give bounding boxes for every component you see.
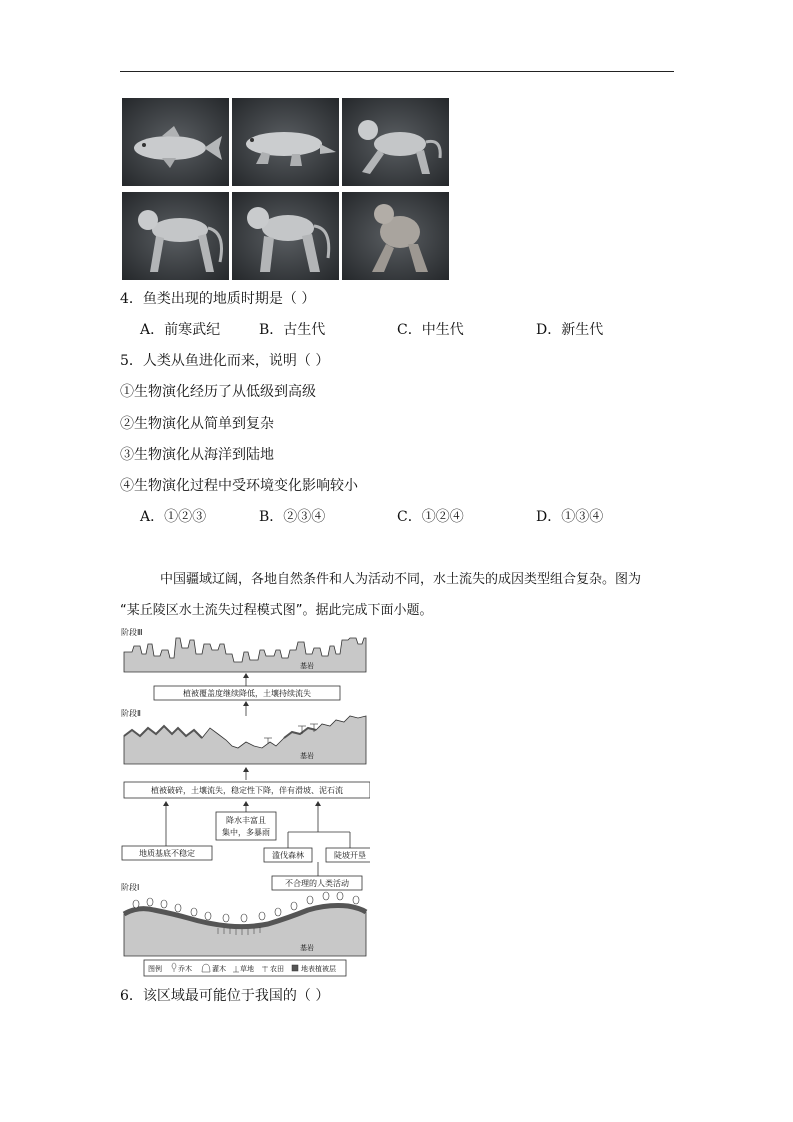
legend-tree: 乔木	[178, 965, 192, 973]
q4-option-b[interactable]: B．古生代	[259, 322, 326, 338]
monkey-photo	[122, 192, 229, 280]
legend-farmland: 农田	[270, 965, 284, 973]
box-vegetation-fragmented-text: 植被破碎，土壤流失，稳定性下降，伴有滑坡、泥石流	[151, 786, 343, 795]
stage-1-label: 阶段Ⅰ	[121, 883, 140, 892]
stage-3-terrain	[124, 638, 366, 672]
legend-shrub-icon	[202, 964, 210, 972]
q4-option-d[interactable]: D．新生代	[536, 322, 604, 338]
legend-shrub: 灌木	[212, 965, 226, 973]
q5-option-d[interactable]: D．①③④	[536, 509, 604, 525]
hominid-photo	[342, 192, 449, 280]
box-unstable-geology-text: 地质基底不稳定	[139, 849, 195, 858]
question-6-stem: 6．该区域最可能位于我国的（ ）	[120, 988, 330, 1004]
q5-statement-2: ②生物演化从简单到复杂	[120, 416, 274, 432]
soil-erosion-diagram	[118, 624, 370, 980]
box-deforestation-text: 滥伐森林	[272, 851, 304, 860]
lobe-fin-photo	[232, 98, 339, 186]
stage-2-label: 阶段Ⅱ	[121, 709, 141, 718]
header-rule	[120, 71, 674, 72]
box-steep-slope-text: 陡坡开垦	[334, 851, 366, 860]
q4-option-a[interactable]: A．前寒武纪	[140, 322, 221, 338]
box-human-activity-text: 不合理的人类活动	[285, 879, 349, 888]
stage-1-bedrock-label: 基岩	[300, 944, 314, 952]
box-vegetation-decline-text: 植被覆盖度继续降低，土壤持续流失	[183, 689, 311, 698]
stage-2-bedrock-label: 基岩	[300, 752, 314, 760]
fish-photo	[122, 98, 229, 186]
legend-grass: 草地	[240, 965, 254, 973]
q5-statement-4: ④生物演化过程中受环境变化影响较小	[120, 478, 358, 494]
box-heavy-rain-line2: 集中，多暴雨	[222, 828, 270, 837]
legend-label: 图例	[148, 965, 162, 973]
early-primate-photo	[342, 98, 449, 186]
stage-3-label: 阶段Ⅲ	[121, 628, 143, 637]
legend-surface-vegetation: 地表植被层	[301, 965, 336, 973]
q5-option-a[interactable]: A．①②③	[140, 509, 207, 525]
stage-2-terrain	[124, 716, 366, 764]
q5-statement-3: ③生物演化从海洋到陆地	[120, 447, 274, 463]
question-4-stem: 4．鱼类出现的地质时期是（ ）	[120, 291, 316, 307]
intro-line-1: 中国疆域辽阔，各地自然条件和人为活动不同，水土流失的成因类型组合复杂。图为	[160, 572, 642, 587]
box-heavy-rain-line1: 降水丰富且	[226, 816, 266, 825]
q5-option-b[interactable]: B．②③④	[259, 509, 326, 525]
stage-3-bedrock-label: 基岩	[300, 662, 314, 670]
question-5-stem: 5．人类从鱼进化而来，说明（ ）	[120, 353, 330, 369]
legend-surface-vegetation-icon	[292, 965, 298, 971]
q4-option-c[interactable]: C．中生代	[397, 322, 464, 338]
q5-statement-1: ①生物演化经历了从低级到高级	[120, 384, 316, 400]
q5-option-c[interactable]: C．①②④	[397, 509, 464, 525]
intro-line-2: “某丘陵区水土流失过程模式图”。据此完成下面小题。	[120, 603, 433, 618]
ape-photo	[232, 192, 339, 280]
